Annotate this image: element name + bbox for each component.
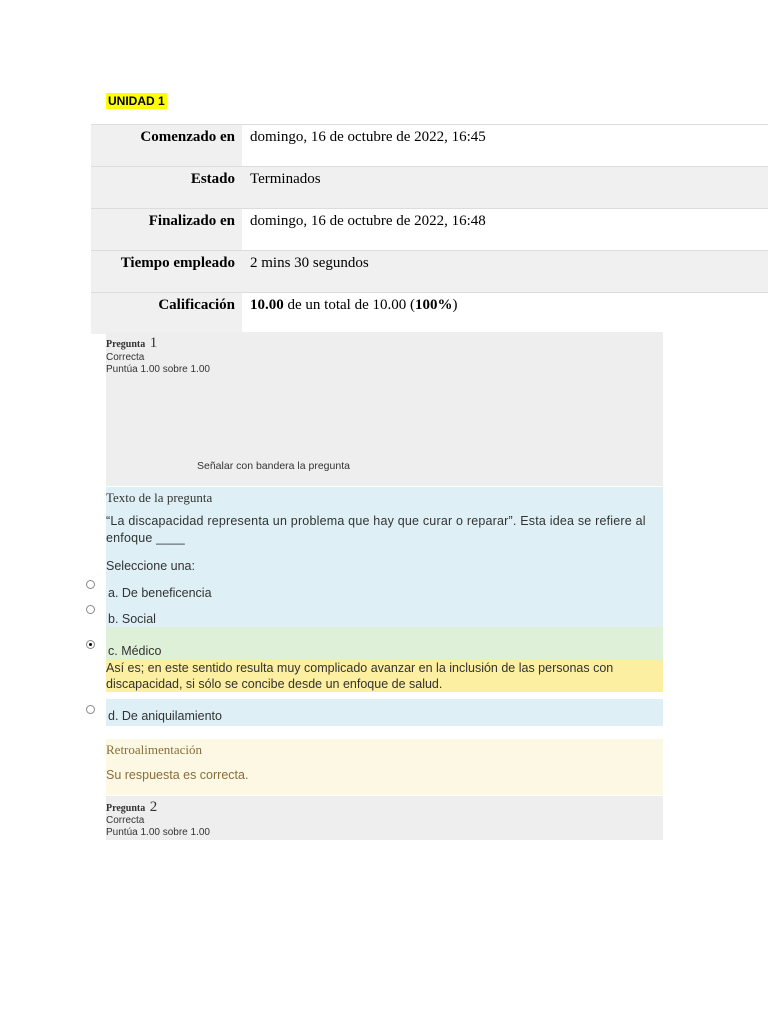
option-feedback-text: Así es; en este sentido resulta muy complicado avanzar en la inclusión de las personas con discapacidad, si sólo se concibe desde un enfoque de salud. [106,661,614,691]
summary-row-grade [91,292,768,334]
question-number-value: 1 [149,335,158,351]
grade-total: de un total de 10.00 ( [283,297,415,313]
flag-question-link[interactable]: Señalar con bandera la pregunta [197,460,350,472]
summary-value: 2 mins 30 segundos [250,255,369,271]
question-score: Puntúa 1.00 sobre 1.00 [106,364,210,375]
option-c-radio[interactable] [86,640,95,649]
grade-percent: 100% [414,297,453,313]
grade-value [250,297,457,314]
summary-row-started [91,124,768,166]
question-status: Correcta [106,352,145,363]
option-a-label[interactable]: a. De beneficencia [108,586,212,600]
question-1-info [106,332,663,486]
option-b-label[interactable]: b. Social [108,612,156,626]
question-number-value: 2 [149,799,158,815]
question-2-info [106,796,663,840]
option-b-radio[interactable] [86,605,95,614]
summary-label: Calificación [91,293,242,334]
summary-row-time [91,250,768,292]
unit-title: UNIDAD 1 [108,94,165,108]
question-status: Correcta [106,815,145,826]
question-score: Puntúa 1.00 sobre 1.00 [106,827,210,838]
grade-score: 10.00 [250,297,284,313]
grade-close: ) [452,297,458,313]
feedback-text: Su respuesta es correcta. [106,768,249,782]
select-one-prompt: Seleccione una: [106,559,195,573]
question-text: “La discapacidad representa un problema que hay que curar o reparar”. Esta idea se refiere al enfoque ____ [106,514,646,545]
option-d-label[interactable]: d. De aniquilamiento [108,709,222,723]
option-feedback [106,660,663,692]
feedback-heading: Retroalimentación [106,742,203,757]
attempt-summary-table [91,124,768,334]
question-prefix: Pregunta [106,803,146,814]
summary-label: Comenzado en [91,125,242,166]
summary-row-state [91,166,768,208]
option-a-radio[interactable] [86,580,95,589]
question-number [106,334,157,352]
summary-row-finished [91,208,768,250]
option-c-label[interactable]: c. Médico [108,644,162,658]
option-d-row[interactable] [106,699,663,726]
question-prefix: Pregunta [106,339,146,350]
general-feedback [106,739,663,795]
option-d-radio[interactable] [86,705,95,714]
summary-label: Estado [91,167,242,208]
question-number [106,798,157,816]
question-text-heading: Texto de la pregunta [106,490,213,505]
summary-value: domingo, 16 de octubre de 2022, 16:48 [250,213,486,229]
summary-label: Finalizado en [91,209,242,250]
summary-value: Terminados [250,171,321,187]
option-c-row[interactable] [106,627,663,660]
summary-label: Tiempo empleado [91,251,242,292]
summary-value: domingo, 16 de octubre de 2022, 16:45 [250,129,486,145]
question-1-content [106,487,663,627]
